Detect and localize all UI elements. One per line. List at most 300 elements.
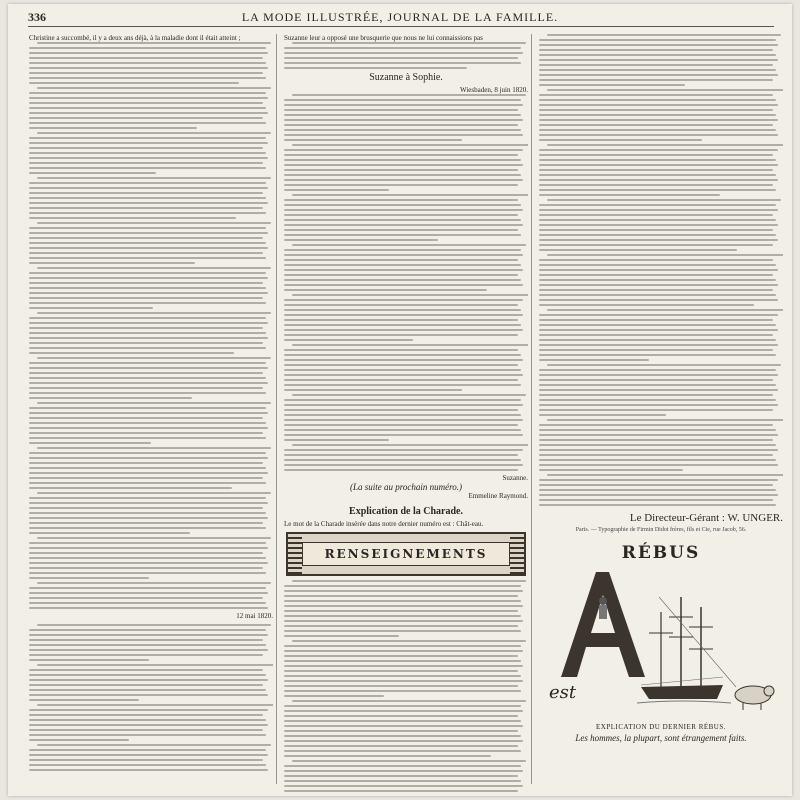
text-line: [284, 309, 521, 311]
text-line: [29, 242, 266, 244]
text-line: [539, 479, 778, 481]
text-line: [547, 89, 783, 91]
text-line: [284, 695, 384, 697]
text-line: [284, 399, 521, 401]
text-line: [29, 327, 263, 329]
text-line: [292, 580, 526, 582]
text-line: [29, 572, 266, 574]
text-line: [29, 142, 268, 144]
text-line: [539, 489, 776, 491]
text-line: [29, 252, 263, 254]
text-line: [29, 292, 268, 294]
text-line: [29, 287, 266, 289]
text-line: [29, 72, 263, 74]
text-line: [284, 324, 521, 326]
text-line: [284, 174, 521, 176]
text-line: [284, 279, 521, 281]
text-line: [284, 785, 523, 787]
text-line: [29, 117, 263, 119]
text-line: [284, 469, 518, 471]
text-line: [37, 132, 271, 134]
text-line: [29, 654, 263, 656]
text-line: [29, 257, 266, 259]
text-line: [292, 394, 526, 396]
text-line: [284, 304, 518, 306]
text-line: [539, 279, 776, 281]
text-line: [37, 624, 271, 626]
text-line: [29, 387, 263, 389]
text-line: [284, 229, 518, 231]
text-line: [539, 374, 778, 376]
text-line: [539, 269, 778, 271]
text-line: [37, 267, 271, 269]
text-line: [29, 502, 268, 504]
text-line: [539, 79, 773, 81]
text-line: [284, 429, 521, 431]
text-line: [284, 239, 438, 241]
text-line: [539, 454, 773, 456]
text-line: [292, 94, 526, 96]
text-line: [539, 294, 776, 296]
text-line: [284, 52, 523, 54]
text-line: [29, 562, 268, 564]
text-line: [284, 600, 521, 602]
text-line: [284, 224, 523, 226]
text-line: [284, 139, 462, 141]
text-line: [539, 99, 776, 101]
text-line: [284, 419, 523, 421]
text-line: [29, 477, 263, 479]
text-line: [284, 57, 518, 59]
text-line: [284, 735, 521, 737]
text-line: [284, 670, 518, 672]
text-line: [539, 329, 778, 331]
text-line: [29, 699, 139, 701]
text-line: [539, 324, 776, 326]
text-line: [37, 222, 271, 224]
text-line: [539, 154, 773, 156]
text-line: [29, 127, 197, 129]
banner-ornament-right: [510, 534, 524, 574]
text-line: [284, 414, 521, 416]
text-line: [37, 177, 271, 179]
text-line: [284, 129, 521, 131]
text-line: [284, 259, 518, 261]
text-line: [29, 512, 266, 514]
text-line: [29, 157, 268, 159]
text-line: [29, 367, 268, 369]
text-line: [284, 655, 518, 657]
text-line: [29, 337, 268, 339]
text-line: [284, 685, 518, 687]
text-line: [284, 349, 518, 351]
text-line: [284, 459, 521, 461]
text-line: [29, 212, 266, 214]
text-line: [29, 172, 156, 174]
text-line: [539, 264, 776, 266]
text-line: [284, 154, 518, 156]
text-line: [29, 709, 268, 711]
text-line: [284, 264, 521, 266]
text-line: [29, 202, 268, 204]
text-line: [284, 219, 521, 221]
text-line: [29, 347, 266, 349]
text-line: [284, 750, 521, 752]
text-line: [539, 339, 776, 341]
text-line: [29, 482, 266, 484]
column-right-body: [539, 34, 783, 506]
text-line: [539, 344, 778, 346]
text-line: [29, 649, 268, 651]
text-line: [29, 82, 239, 84]
text-line: [284, 289, 487, 291]
text-line: [29, 754, 268, 756]
text-line: [539, 319, 773, 321]
rebus-picture: [541, 567, 781, 717]
text-line: [539, 69, 776, 71]
text-line: [284, 780, 521, 782]
text-line: [284, 199, 518, 201]
text-line: [539, 394, 773, 396]
text-line: [29, 472, 268, 474]
ship-icon: [637, 597, 736, 703]
text-line: [29, 542, 266, 544]
text-line: [37, 537, 271, 539]
text-line: [284, 109, 518, 111]
text-line: [539, 349, 773, 351]
text-line: [284, 359, 523, 361]
text-line: [284, 645, 521, 647]
column-left-opening: Christine a succombé, il y a deux ans déjà, à la maladie dont il était atteint ;: [29, 34, 241, 42]
text-line: [29, 317, 266, 319]
director-signature: Le Directeur-Gérant : W. UNGER.: [629, 512, 783, 524]
text-line: [29, 272, 266, 274]
text-line: [284, 675, 521, 677]
text-line: [539, 134, 778, 136]
text-line: [539, 49, 773, 51]
text-line: [284, 605, 523, 607]
text-line: [29, 689, 266, 691]
text-line: [539, 159, 776, 161]
text-line: [284, 615, 521, 617]
text-line: [539, 224, 778, 226]
text-line: [539, 94, 773, 96]
text-line: [284, 665, 523, 667]
text-line: [284, 134, 523, 136]
text-line: [284, 374, 523, 376]
text-line: [29, 187, 268, 189]
text-line: [29, 282, 263, 284]
text-line: [29, 122, 266, 124]
text-line: [284, 274, 518, 276]
text-line: [37, 744, 271, 746]
text-line: [29, 602, 266, 604]
text-line: [29, 307, 153, 309]
text-line: [29, 232, 268, 234]
text-line: [284, 404, 523, 406]
text-line: [37, 402, 271, 404]
text-line: [284, 47, 521, 49]
text-line: [539, 424, 773, 426]
text-line: [292, 194, 528, 196]
text-line: [284, 790, 518, 792]
text-line: [539, 409, 773, 411]
text-line: [29, 102, 263, 104]
text-line: [284, 119, 523, 121]
text-line: [29, 714, 263, 716]
text-line: [29, 77, 266, 79]
text-line: [539, 414, 666, 416]
text-line: [29, 724, 268, 726]
text-line: [284, 715, 518, 717]
text-line: [29, 427, 268, 429]
text-line: [547, 254, 783, 256]
text-line: [539, 129, 776, 131]
text-line: [29, 467, 266, 469]
text-line: [547, 34, 781, 36]
text-line: [284, 439, 389, 441]
text-line: [292, 344, 528, 346]
text-line: [37, 582, 271, 584]
letter-body: [284, 94, 528, 471]
text-line: [284, 710, 523, 712]
text-line: [29, 417, 263, 419]
text-line: [539, 54, 776, 56]
text-line: [29, 462, 263, 464]
text-line: [29, 182, 266, 184]
text-line: [284, 329, 523, 331]
text-line: [29, 192, 263, 194]
text-line: [539, 249, 737, 251]
column-divider-1: [276, 34, 277, 784]
pig-icon: [735, 686, 774, 710]
text-line: [547, 474, 783, 476]
text-line: [29, 547, 268, 549]
text-line: [284, 334, 518, 336]
text-line: [29, 377, 266, 379]
text-line: [547, 364, 781, 366]
text-line: [284, 725, 523, 727]
text-line: [29, 729, 263, 731]
text-line: [37, 312, 271, 314]
text-line: [29, 372, 263, 374]
text-line: [29, 769, 268, 771]
column-middle-body: [284, 42, 528, 69]
text-line: [29, 719, 266, 721]
text-line: [539, 459, 776, 461]
text-line: [284, 389, 462, 391]
text-line: [539, 499, 773, 501]
text-line: [284, 179, 523, 181]
text-line: [284, 680, 523, 682]
text-line: [539, 304, 754, 306]
text-line: [29, 597, 263, 599]
text-line: [539, 184, 773, 186]
text-line: [29, 634, 268, 636]
rebus-title: RÉBUS: [621, 543, 701, 563]
text-line: [284, 705, 521, 707]
text-line: [29, 342, 263, 344]
text-line: [29, 764, 266, 766]
text-line: [539, 229, 773, 231]
text-line: [539, 484, 773, 486]
text-line: [29, 457, 268, 459]
text-line: [29, 497, 266, 499]
text-line: [29, 592, 268, 594]
text-line: [284, 369, 521, 371]
banner-label: RENSEIGNEMENTS: [302, 542, 510, 566]
text-line: [29, 739, 129, 741]
rebus-illustration: [541, 567, 781, 717]
text-line: [29, 442, 151, 444]
charade-answer: Le mot de la Charade insérée dans notre dernier numéro est : Chât-eau.: [284, 520, 484, 528]
text-line: [539, 169, 773, 171]
text-line: [29, 162, 263, 164]
text-line: [37, 447, 271, 449]
text-line: [539, 404, 778, 406]
text-line: [539, 334, 773, 336]
text-line: [29, 679, 268, 681]
text-line: [284, 249, 521, 251]
text-line: [284, 114, 521, 116]
renseignements-body: [284, 580, 528, 794]
figure-icon: [599, 597, 607, 619]
text-line: [37, 357, 271, 359]
text-line: [539, 104, 778, 106]
text-line: [29, 587, 266, 589]
text-line: [284, 720, 521, 722]
text-line: [284, 379, 518, 381]
page-number: 336: [28, 10, 46, 24]
text-line: [547, 309, 783, 311]
text-line: [292, 444, 528, 446]
text-line: [29, 197, 266, 199]
text-line: [284, 755, 491, 757]
text-line: [292, 294, 528, 296]
text-line: [284, 424, 518, 426]
text-line: [539, 139, 702, 141]
text-line: [29, 137, 266, 139]
text-line: [29, 749, 266, 751]
text-line: [292, 640, 526, 642]
text-line: [29, 247, 268, 249]
text-line: [29, 382, 268, 384]
text-line: [37, 492, 271, 494]
text-line: [29, 392, 266, 394]
text-line: [29, 759, 263, 761]
printer-line: Paris. — Typographie de Firmin Didot frères, fils et Cie, rue Jacob, 56.: [575, 527, 747, 533]
text-line: [284, 284, 523, 286]
text-line: [539, 244, 773, 246]
text-line: [284, 149, 523, 151]
text-line: [284, 635, 399, 637]
text-line: [539, 74, 778, 76]
text-line: [284, 169, 518, 171]
text-line: [37, 664, 273, 666]
text-line: [547, 144, 783, 146]
text-line: [29, 639, 263, 641]
text-line: [29, 644, 266, 646]
text-line: [284, 99, 521, 101]
text-line: [29, 297, 263, 299]
text-line: [292, 760, 526, 762]
text-line: [29, 577, 149, 579]
text-line: [284, 314, 523, 316]
text-line: [539, 219, 776, 221]
text-line: [284, 124, 518, 126]
text-line: [539, 189, 776, 191]
text-line: [284, 610, 518, 612]
text-line: [29, 422, 266, 424]
text-line: [539, 124, 773, 126]
text-line: [539, 464, 778, 466]
text-line: [539, 299, 778, 301]
text-line: [539, 179, 778, 181]
text-line: [284, 354, 521, 356]
text-line: [284, 595, 518, 597]
charade-heading: Explication de la Charade.: [349, 506, 463, 517]
text-line: [284, 630, 521, 632]
text-line: [539, 59, 778, 61]
text-line: [284, 454, 518, 456]
column-left-date: 12 mai 1820.: [236, 612, 273, 620]
text-line: [284, 339, 413, 341]
text-line: [29, 322, 268, 324]
text-line: [29, 217, 236, 219]
text-line: [284, 209, 523, 211]
text-line: [29, 629, 266, 631]
renseignements-banner: [286, 532, 526, 576]
text-line: [284, 590, 523, 592]
text-line: [29, 112, 268, 114]
text-line: [539, 209, 778, 211]
text-line: [284, 62, 521, 64]
text-line: [292, 42, 526, 44]
text-line: [539, 274, 773, 276]
text-line: [29, 674, 266, 676]
text-line: [284, 650, 523, 652]
text-line: [539, 164, 778, 166]
text-line: [539, 119, 778, 121]
text-line: [29, 407, 266, 409]
text-line: [539, 174, 776, 176]
text-line: [29, 147, 263, 149]
text-line: [29, 607, 268, 609]
text-line: [284, 67, 467, 69]
text-line: [547, 199, 781, 201]
text-line: [539, 369, 776, 371]
text-line: [29, 412, 268, 414]
text-line: [29, 52, 268, 54]
text-line: [292, 700, 526, 702]
text-line: [284, 254, 523, 256]
text-line: [539, 259, 773, 261]
text-line: [292, 244, 526, 246]
text-line: [29, 452, 266, 454]
text-line: [539, 399, 776, 401]
letter-a-icon: [561, 572, 645, 677]
text-line: [29, 107, 266, 109]
text-line: [37, 42, 271, 44]
text-line: [29, 437, 266, 439]
text-line: [29, 567, 263, 569]
text-line: [284, 409, 518, 411]
text-line: [539, 114, 776, 116]
text-line: [29, 397, 192, 399]
text-line: [37, 87, 271, 89]
text-line: [29, 659, 149, 661]
text-line: [29, 532, 190, 534]
